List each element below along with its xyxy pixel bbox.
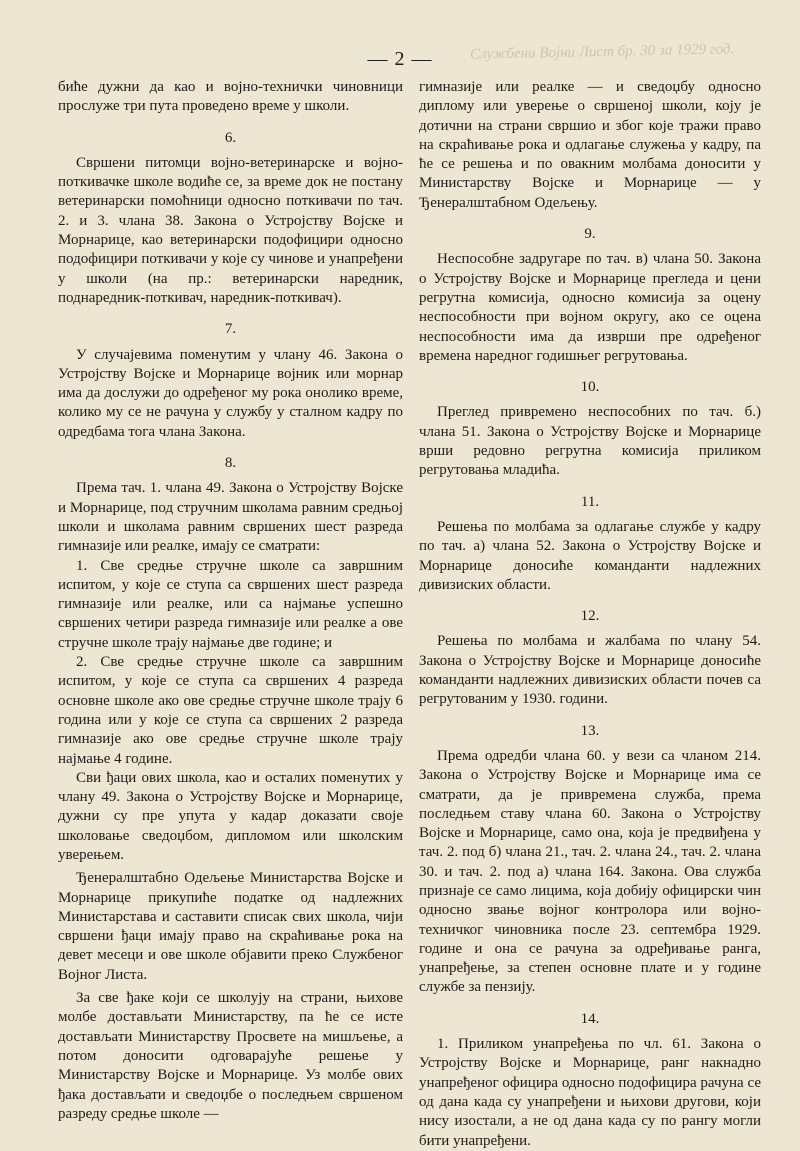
paragraph-continuation: биће дужни да као и војно-технички чиновници прослуже три пута проведено време у школи. bbox=[58, 79, 403, 115]
section-heading-12: 12. bbox=[580, 608, 600, 625]
section-heading-14: 14. bbox=[580, 1010, 600, 1027]
paragraph-8-item-1: 1. Све средње стручне школе са завршним испитом, у које се ступа са свршених шест разреда гимназије или реалке, или са најмање успешно свршених четири разреда гимназије или реалке а ове стручне школе трају најмање две године; и bbox=[58, 557, 403, 651]
section-heading-9: 9. bbox=[584, 226, 596, 243]
paragraph-8-abroad: За све ђаке који се школују на страни, њихове молбе достављати Министарству, па ће се исте достављати Министарству Просвете на мишљење, а потом доносити одговарајуће решење у Министарству Војске и Морнарице. Уз молбе ових ђака достављати и сведоџбе о последњем свршеном разреду средње школе — bbox=[58, 990, 403, 1122]
section-heading-8: 8. bbox=[224, 455, 237, 472]
paragraph-13: Према одредби члана 60. у вези са чланом 214. Закона о Устројству Војске и Морнарице има се сматрати, да је привремена служба, према последњем ставу члана 60. Закона о Устројству Војске и Морнарице, само она, која је предвиђена у тач. 2. под б) члана 21., тач. 2. члана 24., тач. 2. члана 30. и тач. 2. под а) члана 164. Закона. Ова служба признаје се само лицима, која добију официрски чин односно звање војног контролора или војно-техничког чиновника после 23. септембра 1929. године и она се рачуна за одређивање ранга, унапређење, за степен основне плате и у године службе за пензију. bbox=[419, 747, 761, 996]
section-heading-6: 6. bbox=[224, 129, 237, 146]
paragraph-8-general-staff: Ђенералштабно Одељење Министарства Војске и Морнарице прикупиће податке од надлежних Министарстава и саставити списак свих школа, чији свршени ђаци имају право на скраћивање рока на девет месеци и ове школе објавити преко Службеног Војног Листа. bbox=[58, 870, 403, 983]
paragraph-8-students: Сви ђаци ових школа, као и осталих поменутих у члану 49. Закона о Устројству Војске и Морнарице, дужни су пре упута у кадар доказати своје школовање сведоџбом, дипломом или школским уверењем. bbox=[58, 769, 403, 863]
left-column bbox=[58, 78, 403, 1124]
paragraph-8-item-2: 2. Све средње стручне школе са завршним испитом, у које се ступа са свршених 4 разреда основне школе ако ове средње стручне школе трају 6 година или у које се ступа са свршених 2 разреда гимназије ако ове средње стручне школе трају најмање 4 године. bbox=[58, 654, 403, 767]
paragraph-10: Преглед привремено неспособних по тач. б.) члана 51. Закона о Устројству Војске и Морнарице врши редовно регрутна комисија приликом регрутовања младића. bbox=[419, 404, 761, 479]
paragraph-12: Решења по молбама и жалбама по члану 54. Закона о Устројству Војске и Морнарице доносиће команданти надлежних дивизиских области почев са регрутованим у 1930. години. bbox=[419, 633, 761, 708]
paragraph-8-intro: Према тач. 1. члана 49. Закона о Устројству Војске и Морнарице, под стручним школама равним средњој школи и школама равним свршених шест разреда гимназије или реалке, имају се сматрати: bbox=[58, 480, 403, 555]
section-heading-11: 11. bbox=[580, 493, 600, 510]
paragraph-6: Свршени питомци војно-ветеринарске и војно-поткивачке школе водиће се, за време док не постану ветеринарски помоћници односно поткивачи по тач. 2. и 3. члана 38. Закона о Устројству Војске и Морнарице, као ветеринарски подофицири односно подофицири поткивачи у које су чинове и унапређени у школи (на пр.: ветеринарски наредник, поднаредник-поткивач, наредник-поткивач). bbox=[58, 154, 403, 306]
paragraph-9: Неспособне задругаре по тач. в) члана 50. Закона о Устројству Војске и Морнарице прегледа и цени регрутна комисија, односно комисија за оцену неспособности при војном округу, ако се оцена неспособности има да изврши пре одређеног времена наредног годишњег регрутовања. bbox=[419, 251, 761, 364]
section-heading-10: 10. bbox=[580, 379, 600, 396]
paragraph-7: У случајевима поменутим у члану 46. Закона о Устројству Војске и Морнарице војник или морнар има да дослужи до одређеног му рока онолико време, колико му се не рачуна у службу у сталном кадру по одредбама тога члана Закона. bbox=[58, 346, 403, 440]
section-heading-7: 7. bbox=[224, 321, 237, 338]
right-column bbox=[419, 78, 761, 1151]
section-heading-13: 13. bbox=[580, 722, 600, 739]
paragraph-8-continuation: гимназије или реалке — и сведоџбу односно диплому или уверење о свршеној школи, коју је дотични на страни свршио и због које тражи право на скраћивање рока и одлагање служења у кадру, па ће се решења и по овакним молбама доносити у Министарству Војске и Морнарице — у Ђенералштабном Одељењу. bbox=[419, 79, 761, 211]
paragraph-14: 1. Приликом унапређења по чл. 61. Закона о Устројству Војске и Морнарице, ранг накнадно унапређеног официра односно подофицира рачуна се од дана када су унапређени и њихови другови, који нису изостали, а не од дана када су по рангу могли бити унапређени. bbox=[419, 1036, 761, 1149]
page-number: — 2 — bbox=[367, 48, 433, 70]
bleed-through-text: Службени Војни Лист бр. 30 за 1929 год. bbox=[469, 41, 735, 63]
paragraph-11: Решења по молбама за одлагање службе у кадру по тач. а) члана 52. Закона о Устројству Војске и Морнарице доносиће команданти надлежних дивизиских области. bbox=[419, 518, 761, 593]
